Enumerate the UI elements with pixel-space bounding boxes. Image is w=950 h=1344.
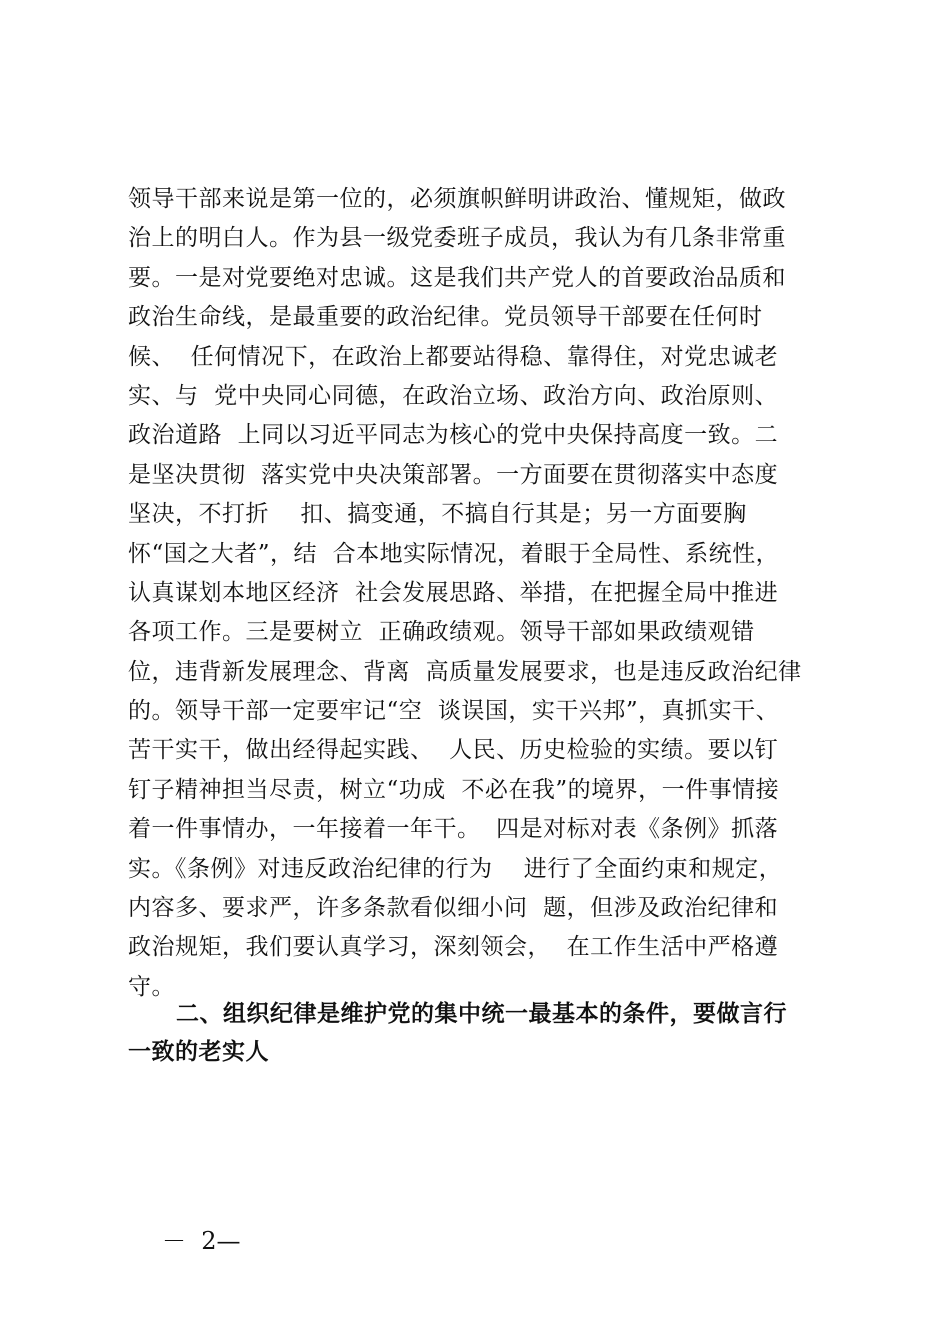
text-line: 位，违背新发展理念、背离 高质量发展要求，也是违反政治纪律 — [128, 658, 802, 685]
text-line: 要。一是对党要绝对忠诚。这是我们共产党人的首要政治品质和 — [128, 264, 786, 291]
text-line: 是坚决贯彻 落实党中央决策部署。一方面要在贯彻落实中态度 — [128, 461, 779, 488]
text-line: 坚决，不打折 扣、搞变通，不搞自行其是；另一方面要胸 — [128, 501, 747, 528]
text-line: 实。《条例》对违反政治纪律的行为 进行了全面约束和规定， — [128, 855, 783, 882]
section-heading — [128, 995, 838, 1071]
page-number: － 2— — [162, 1227, 241, 1255]
body-paragraph — [128, 180, 838, 1007]
text-line: 候、 任何情况下，在政治上都要站得稳、靠得住，对党忠诚老 — [128, 343, 779, 370]
text-line: 内容多、要求严，许多条款看似细小问 题，但涉及政治纪律和 — [128, 895, 779, 922]
text-line: 怀“国之大者”，结 合本地实际情况，着眼于全局性、系统性， — [128, 540, 780, 567]
section-heading-line: 一致的老实人 — [128, 1039, 269, 1065]
text-line: 领导干部来说是第一位的，必须旗帜鲜明讲政治、懂规矩，做政 — [128, 186, 786, 212]
section-heading-line: 二、组织纪律是维护党的集中统一最基本的条件，要做言行 — [176, 1001, 787, 1027]
text-line: 实、与 党中央同心同德，在政治立场、政治方向、政治原则、 — [128, 382, 779, 409]
text-line: 政治道路 上同以习近平同志为核心的党中央保持高度一致。二 — [128, 422, 779, 449]
text-line: 钉子精神担当尽责，树立“功成 不必在我”的境界，一件事情接 — [128, 776, 780, 803]
text-line: 各项工作。三是要树立 正确政绩观。领导干部如果政绩观错 — [128, 619, 755, 646]
text-line: 的。领导干部一定要牢记“空 谈误国，实干兴邦”，真抓实干、 — [128, 698, 780, 725]
text-line: 苦干实干，做出经得起实践、 人民、历史检验的实绩。要以钉 — [128, 737, 779, 764]
text-line: 政治规矩，我们要认真学习，深刻领会， 在工作生活中严格遵 — [128, 934, 779, 961]
text-line: 认真谋划本地区经济 社会发展思路、举措，在把握全局中推进 — [128, 579, 779, 606]
text-line: 治上的明白人。作为县一级党委班子成员，我认为有几条非常重 — [128, 225, 786, 252]
text-line: 政治生命线，是最重要的政治纪律。党员领导干部要在任何时 — [128, 304, 763, 331]
text-line: 守。 — [128, 973, 175, 1000]
text-line: 着一件事情办，一年接着一年干。 四是对标对表《条例》抓落 — [128, 816, 779, 843]
